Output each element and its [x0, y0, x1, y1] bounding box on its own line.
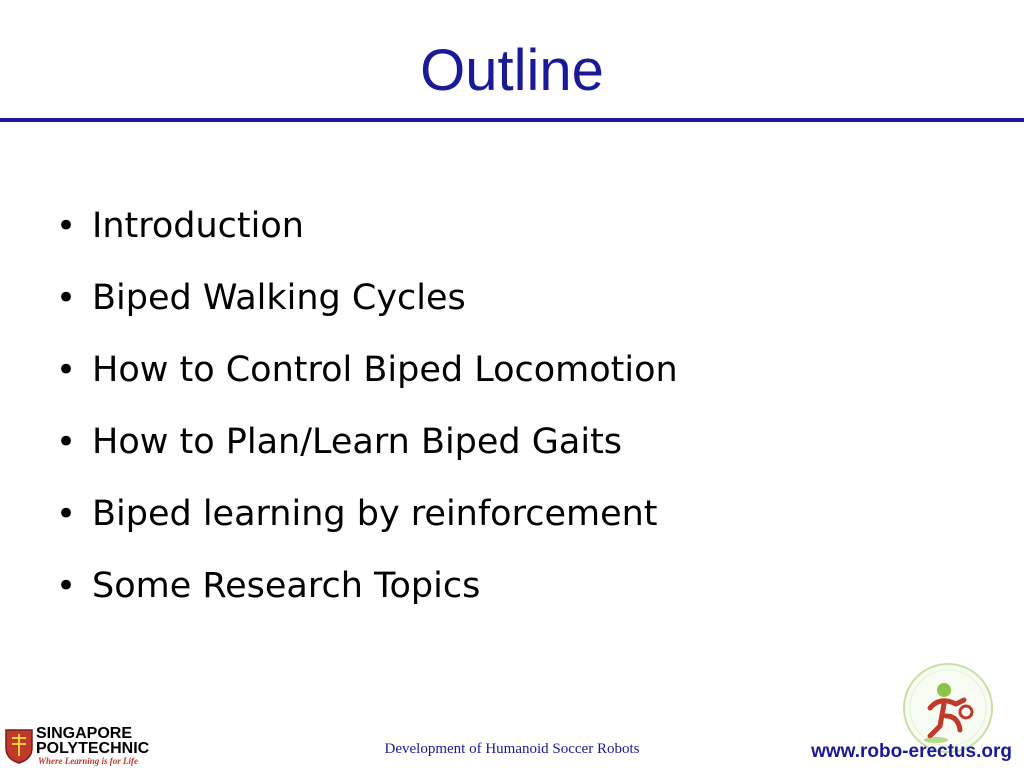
bullet-item — [56, 406, 678, 478]
bullet-icon: • — [56, 206, 77, 246]
bullet-text: Biped learning by reinforcement — [92, 494, 658, 534]
bullet-icon: • — [56, 350, 77, 390]
bullet-icon: • — [56, 422, 77, 462]
logo-tagline: Where Learning is for Life — [38, 756, 138, 766]
bullet-item — [56, 190, 678, 262]
slide-title: Outline — [420, 38, 604, 103]
bullet-item — [56, 262, 678, 334]
website-link[interactable]: www.robo-erectus.org — [811, 741, 1012, 762]
bullet-item — [56, 334, 678, 406]
bullet-list — [56, 190, 678, 622]
bullet-text: How to Control Biped Locomotion — [92, 350, 678, 390]
bullet-item — [56, 550, 678, 622]
logo-name: SINGAPORE POLYTECHNIC — [36, 725, 150, 757]
bullet-icon: • — [56, 494, 77, 534]
bullet-icon: • — [56, 566, 77, 606]
bullet-icon: • — [56, 278, 77, 318]
bullet-text: Some Research Topics — [92, 566, 481, 606]
bullet-item — [56, 478, 678, 550]
bullet-text: How to Plan/Learn Biped Gaits — [92, 422, 623, 462]
title-divider — [0, 118, 1024, 122]
footer-title: Development of Humanoid Soccer Robots — [384, 741, 640, 757]
bullet-text: Introduction — [92, 206, 304, 246]
bullet-text: Biped Walking Cycles — [92, 278, 466, 318]
